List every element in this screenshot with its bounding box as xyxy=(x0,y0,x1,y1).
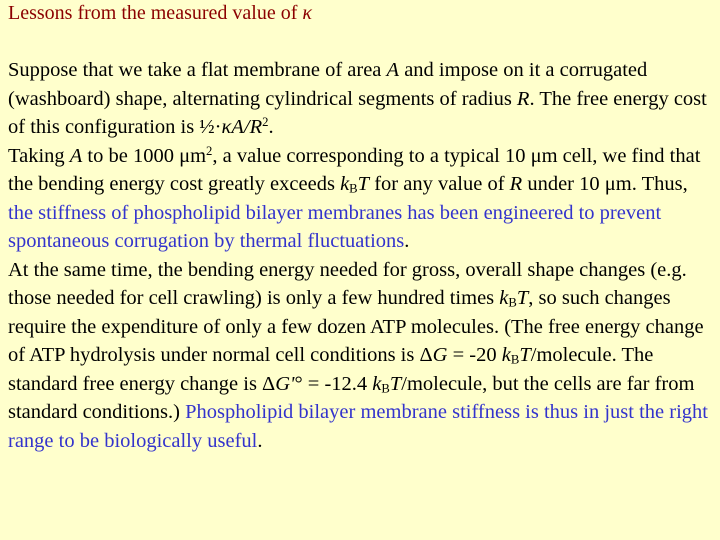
title-text: Lessons from the measured value of xyxy=(8,2,303,24)
paragraph-corrugation: Suppose that we take a flat membrane of area A and impose on it a corrugated (washboard) shape, alternating cylindrical segments of radius R. The free energy cost of this configuration is $\frac{1}{2}\cdot\kappa A/R^2$. xyxy=(8,59,707,138)
kappa-symbol: κ xyxy=(302,2,312,24)
paragraph-shape-changes: At the same time, the bending energy needed for gross, overall shape changes (e.g. those needed for cell crawling) is only a few hundred times $k_BT$, so such changes require the expenditure of only a few dozen ATP molecules. (The free energy change of ATP hydrolysis under normal cell conditions is ΔG = -20 $k_BT$/molecule. The standard free energy change is ΔG'° = -12.4 $k_BT$/molecule, but the cells are far from standard conditions.) Phospholipid bilayer membrane stiffness is thus in just the right range to be biologically useful. xyxy=(8,258,708,452)
slide-title xyxy=(8,0,312,26)
paragraph-bending-cost: Taking A to be 1000 $\mu m^2$, a value corresponding to a typical 10 μm cell, we find that the bending energy cost greatly exceeds $k_BT$ for any value of R under 10 μm. Thus, the stiffness of phospholipid bilayer membranes has been engineered to prevent spontaneous corrugation by thermal fluctuations. xyxy=(8,143,701,252)
highlight-useful-range: Phospholipid bilayer membrane stiffness is thus in just the right range to be biologically useful xyxy=(8,401,708,452)
highlight-stiffness: the stiffness of phospholipid bilayer membranes has been engineered to prevent spontaneous corrugation by thermal fluctuations xyxy=(8,201,662,252)
slide-body xyxy=(8,56,716,455)
